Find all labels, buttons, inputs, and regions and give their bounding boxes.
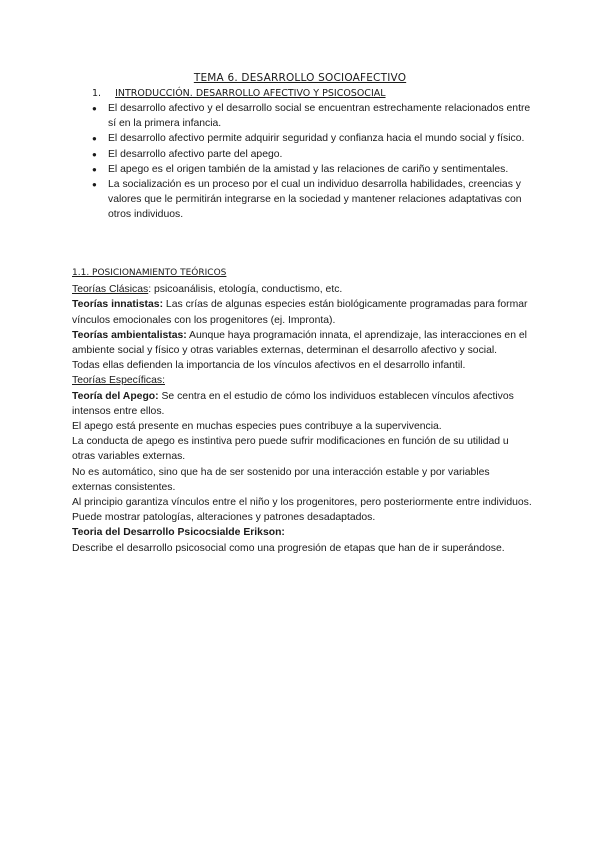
paragraph: Puede mostrar patologías, alteraciones y patrones desadaptados.: [72, 512, 376, 524]
paragraph-todas: Todas ellas defienden la importancia de los vínculos afectivos en el desarrollo infantil.: [72, 360, 466, 372]
list-item: ● El apego es el origen también de la amistad y las relaciones de cariño y sentimentales.: [92, 162, 532, 177]
paragraph: La conducta de apego es instintiva pero puede sufrir modificaciones en función de su utilidad u otras variables externas.: [72, 436, 509, 463]
list-item: ● El desarrollo afectivo permite adquirir seguridad y confianza hacia el mundo social y físico.: [92, 131, 532, 146]
bullet-list: [92, 101, 532, 223]
paragraph-apego: [72, 389, 532, 419]
erikson-label: Teoria del Desarrollo Psicocsialde Erikson:: [72, 527, 285, 539]
section-heading-text: INTRODUCCIÓN. DESARROLLO AFECTIVO Y PSICOSOCIAL: [115, 88, 386, 99]
page-title: TEMA 6. DESARROLLO SOCIOAFECTIVO: [193, 72, 407, 84]
list-item: ● El desarrollo afectivo parte del apego.: [92, 147, 532, 162]
erikson-heading: [72, 525, 532, 540]
paragraph-clasicas: [72, 282, 532, 297]
ambientalistas-label: Teorías ambientalistas:: [72, 329, 187, 341]
paragraph: Al principio garantiza vínculos entre el niño y los progenitores, pero posteriormente entre individuos.: [72, 497, 532, 509]
clasicas-label: Teorías Clásicas: [72, 284, 149, 296]
paragraph: El apego está presente en muchas especies pues contribuye a la supervivencia.: [72, 421, 442, 433]
innatistas-text: Las crías de algunas especies están biológicamente programadas para formar vínculos emocionales con los progenitores (ej. Impronta).: [72, 299, 528, 326]
innatistas-label: Teorías innatistas:: [72, 299, 164, 311]
section-heading: [92, 88, 386, 99]
ambientalistas-text: Aunque haya programación innata, el aprendizaje, las interacciones en el ambiente social y físico y otras variables externas, determinan el desarrollo afectivo y social.: [72, 329, 527, 357]
paragraph: No es automático, sino que ha de ser sostenido por una interacción estable y por variables externas consistentes.: [72, 466, 490, 493]
paragraph-erikson: Describe el desarrollo psicosocial como una progresión de etapas que han de ir superándose.: [72, 542, 505, 554]
especificas-heading: Teorías Específicas:: [72, 375, 165, 387]
subsection-heading: 1.1. POSICIONAMIENTO TEÓRICOS: [72, 268, 227, 278]
apego-text: Se centra en el estudio de cómo los individuos establecen vínculos afectivos intensos entre ellos.: [72, 390, 514, 417]
section-number: 1.: [92, 88, 102, 99]
paragraph-innatistas: [72, 297, 532, 327]
apego-label: Teoría del Apego:: [72, 390, 159, 402]
paragraph-ambientalistas: [72, 328, 532, 358]
clasicas-text: : psicoanálisis, etología, conductismo, etc.: [148, 284, 343, 296]
list-item: ● El desarrollo afectivo y el desarrollo social se encuentran estrechamente relacionados entre sí en la primera infancia.: [92, 101, 532, 131]
subsection-content: [72, 266, 532, 556]
list-item: ● La socialización es un proceso por el cual un individuo desarrolla habilidades, creencias y valores que le permitirán integrarse en la sociedad y mantener relaciones adaptativas con otros individuos.: [92, 177, 532, 223]
